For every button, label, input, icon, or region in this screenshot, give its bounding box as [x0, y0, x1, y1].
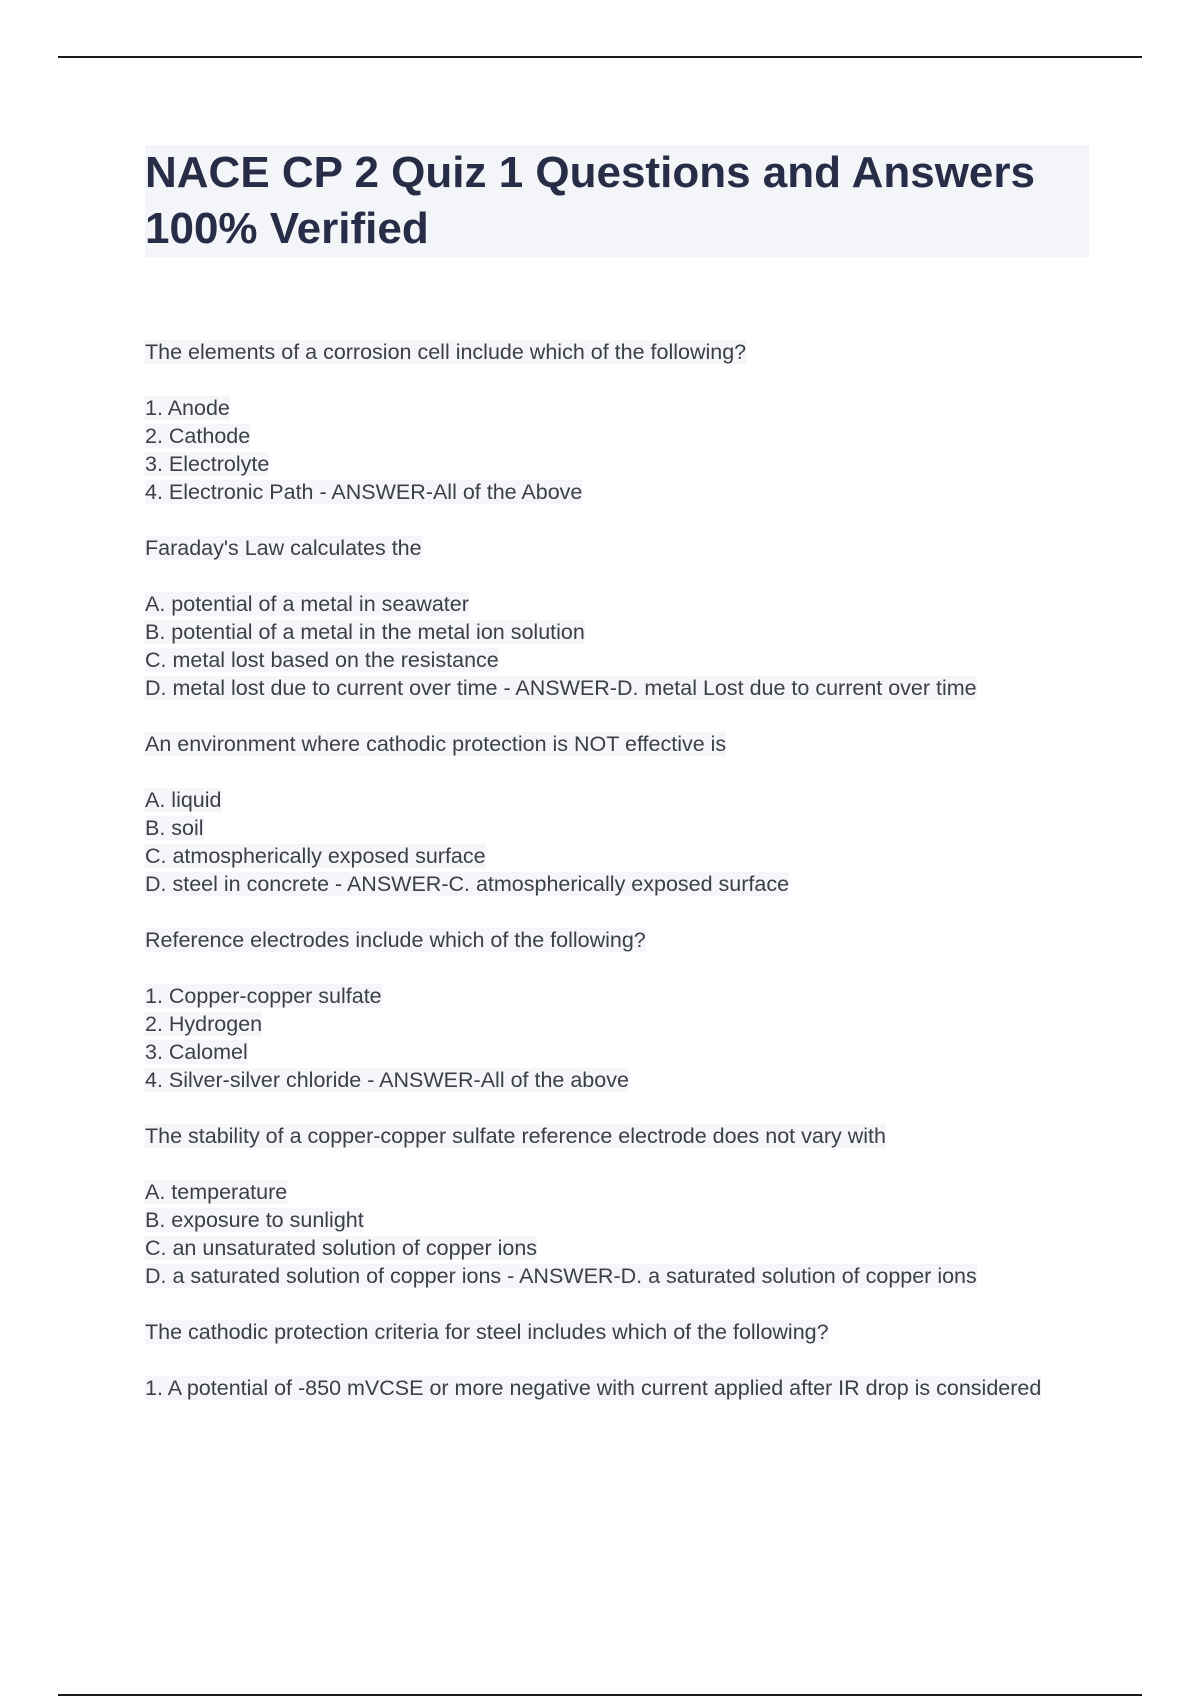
option: A. liquid — [145, 788, 222, 812]
option: A. potential of a metal in seawater — [145, 592, 469, 616]
option: B. potential of a metal in the metal ion solution — [145, 620, 585, 644]
option: 1. Copper-copper sulfate — [145, 984, 382, 1008]
title-block — [145, 145, 1089, 257]
option: C. an unsaturated solution of copper ions — [145, 1236, 538, 1260]
option: 3. Calomel — [145, 1040, 248, 1064]
question-2: Faraday's Law calculates the — [145, 536, 422, 560]
option: 2. Hydrogen — [145, 1012, 263, 1036]
qa-item-2 — [145, 534, 1105, 702]
option: 1. Anode — [145, 396, 230, 420]
option-with-answer: 4. Silver-silver chloride - ANSWER-All of the above — [145, 1068, 629, 1092]
option-with-answer: D. steel in concrete - ANSWER-C. atmospherically exposed surface — [145, 872, 790, 896]
option: B. soil — [145, 816, 204, 840]
option-with-answer: D. metal lost due to current over time - ANSWER-D. metal Lost due to current over time — [145, 676, 977, 700]
question-4: Reference electrodes include which of the following? — [145, 928, 646, 952]
top-rule — [58, 56, 1142, 58]
qa-item-6 — [145, 1318, 1105, 1402]
question-1: The elements of a corrosion cell include which of the following? — [145, 340, 747, 364]
option: 2. Cathode — [145, 424, 251, 448]
option: B. exposure to sunlight — [145, 1208, 364, 1232]
qa-item-4 — [145, 926, 1105, 1094]
qa-item-3 — [145, 730, 1105, 898]
document-title: NACE CP 2 Quiz 1 Questions and Answers 100% Verified — [145, 148, 1035, 253]
qa-content — [145, 338, 1105, 1430]
qa-item-1 — [145, 338, 1105, 506]
bottom-rule — [58, 1694, 1142, 1696]
option: A. temperature — [145, 1180, 288, 1204]
question-3: An environment where cathodic protection is NOT effective is — [145, 732, 727, 756]
question-5: The stability of a copper-copper sulfate reference electrode does not vary with — [145, 1124, 886, 1148]
option-with-answer: 4. Electronic Path - ANSWER-All of the Above — [145, 480, 583, 504]
option: 3. Electrolyte — [145, 452, 270, 476]
qa-item-5 — [145, 1122, 1105, 1290]
question-6: The cathodic protection criteria for steel includes which of the following? — [145, 1320, 829, 1344]
option-with-answer: D. a saturated solution of copper ions - ANSWER-D. a saturated solution of copper ions — [145, 1264, 977, 1288]
option: C. atmospherically exposed surface — [145, 844, 486, 868]
option: 1. A potential of -850 mVCSE or more negative with current applied after IR drop is considered — [145, 1376, 1042, 1400]
option: C. metal lost based on the resistance — [145, 648, 499, 672]
